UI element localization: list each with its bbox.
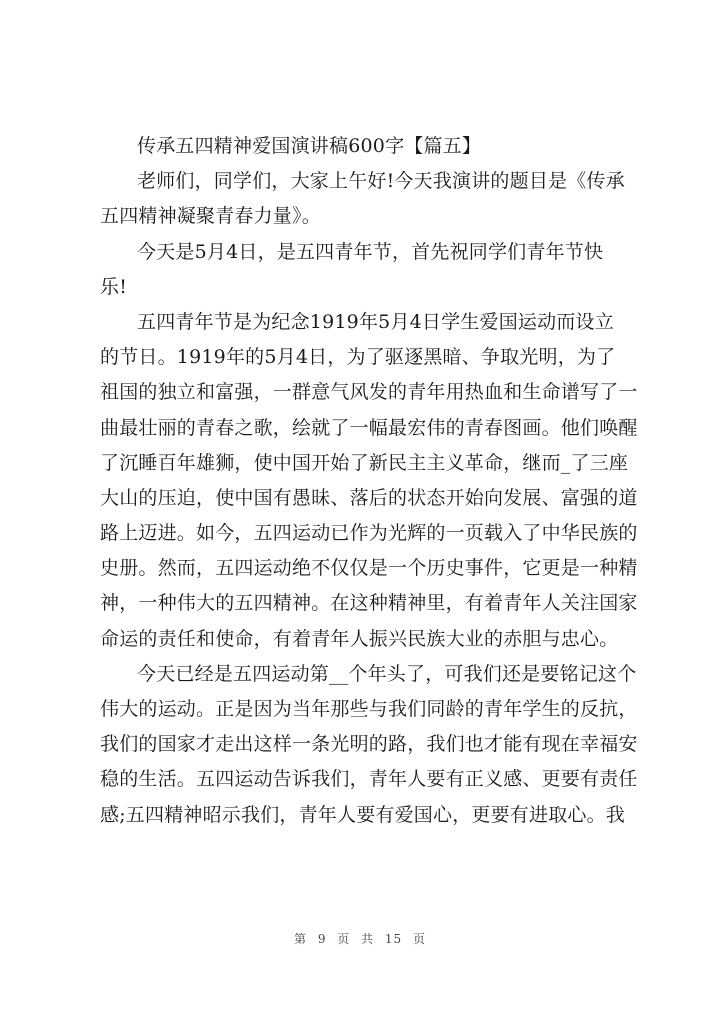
text-line: 神，一种伟大的五四精神。在这种精神里，有着青年人关注国家 [100, 592, 638, 615]
text-line: 大山的压迫，使中国有愚昧、落后的状态开始向发展、富强的道 [100, 486, 638, 509]
text-line: 路上迈进。如今，五四运动已作为光辉的一页载入了中华民族的 [100, 522, 638, 545]
text-line: 祖国的独立和富强，一群意气风发的青年用热血和生命谱写了一 [100, 381, 638, 404]
page-number-footer: 第 9 页 共 15 页 [294, 932, 426, 946]
text-line: 我们的国家才走出这样一条光明的路，我们也才能有现在幸福安 [100, 733, 638, 756]
text-line: 感;五四精神昭示我们，青年人要有爱国心，更要有进取心。我 [100, 803, 626, 826]
document-body [100, 129, 638, 833]
text-line: 命运的责任和使命，有着青年人振兴民族大业的赤胆与忠心。 [100, 627, 619, 650]
text-line: 了沉睡百年雄狮，使中国开始了新民主主义革命，继而_了三座 [100, 451, 629, 474]
text-line: 五四精神凝聚青春力量》。 [100, 205, 321, 228]
text-line: 的节日。1919年的5月4日，为了驱逐黑暗、争取光明，为了 [100, 346, 616, 369]
text-line: 史册。然而，五四运动绝不仅仅是一个历史事件，它更是一种精 [100, 557, 638, 580]
text-line: 伟大的运动。正是因为当年那些与我们同龄的青年学生的反抗， [100, 698, 638, 720]
text-line: 老师们，同学们，大家上午好!今天我演讲的题目是《传承 [137, 170, 625, 193]
text-line: 五四青年节是为纪念1919年5月4日学生爱国运动而设立 [137, 310, 614, 333]
text-line: 今天是5月4日，是五四青年节，首先祝同学们青年节快 [137, 240, 604, 263]
text-line: 曲最壮丽的青春之歌，绘就了一幅最宏伟的青春图画。他们唤醒 [100, 416, 638, 439]
text-line: 乐! [100, 275, 128, 298]
text-line: 今天已经是五四运动第__个年头了，可我们还是要铭记这个 [137, 662, 637, 685]
text-line: 稳的生活。五四运动告诉我们，青年人要有正义感、更要有责任 [100, 768, 638, 791]
document-title: 传承五四精神爱国演讲稿600字【篇五】 [137, 135, 482, 157]
